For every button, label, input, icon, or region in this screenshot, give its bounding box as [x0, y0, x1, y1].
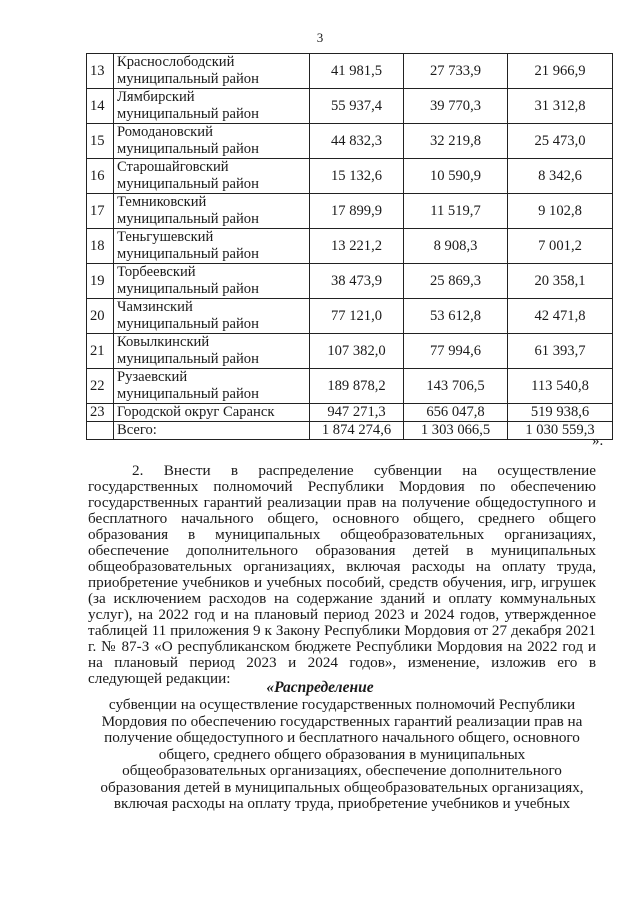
value-col-3: 21 966,9 — [508, 54, 613, 89]
value-col-1: 17 899,9 — [310, 194, 404, 229]
value-col-2: 77 994,6 — [404, 334, 508, 369]
district-name — [114, 124, 310, 159]
value-col-2: 27 733,9 — [404, 54, 508, 89]
district-name-line: муниципальный район — [117, 316, 259, 332]
district-name — [114, 54, 310, 89]
district-name — [114, 194, 310, 229]
value-col-3: 519 938,6 — [508, 404, 613, 422]
amendment-paragraph: 2. Внести в распределение субвенции на осуществление государственных полномочий Республики Мордовия по обеспечению государственных гарантий реализации прав на получение общедоступного и бесплатного начального общего, основного общего, среднего общего образования в муниципальных общеобразовательных организациях, обеспечение дополнительного образования детей в муниципальных общеобразовательных организациях, включая расходы на оплату труда, приобретение учебников и учебных пособий, средств обучения, игр, игрушек (за исключением расходов на содержание зданий и оплату коммунальных услуг), на 2022 год и на плановый период 2023 и 2024 годов, утвержденное таблицей 11 приложения 9 к Закону Республики Мордовия от 27 декабря 2021 г. № 87-З «О республиканском бюджете Республики Мордовия на 2022 год и на плановый период 2023 и 2024 годов», изменение, изложив его в следующей редакции: — [88, 462, 596, 687]
value-col-1: 77 121,0 — [310, 299, 404, 334]
district-name-line: Теньгушевский — [117, 229, 214, 245]
value-col-1: 107 382,0 — [310, 334, 404, 369]
district-name-line: Ковылкинский — [117, 334, 210, 350]
value-col-3: 42 471,8 — [508, 299, 613, 334]
value-col-3: 31 312,8 — [508, 89, 613, 124]
value-col-2: 8 908,3 — [404, 229, 508, 264]
row-number: 13 — [87, 54, 114, 89]
value-col-3: 113 540,8 — [508, 369, 613, 404]
row-number: 20 — [87, 299, 114, 334]
district-name-line: Торбеевский — [117, 264, 196, 280]
table-row — [87, 124, 613, 159]
district-name-line: Рузаевский — [117, 369, 188, 385]
district-name-line: Городской округ Саранск — [117, 404, 275, 420]
table-row — [87, 264, 613, 299]
district-name-line: Краснослободский — [117, 54, 235, 70]
district-name — [114, 159, 310, 194]
value-col-1: 15 132,6 — [310, 159, 404, 194]
district-name-line: муниципальный район — [117, 386, 259, 402]
total-label: Всего: — [114, 422, 310, 440]
table-row — [87, 54, 613, 89]
row-number: 21 — [87, 334, 114, 369]
district-name-line: муниципальный район — [117, 211, 259, 227]
row-number: 23 — [87, 404, 114, 422]
value-col-1: 189 878,2 — [310, 369, 404, 404]
district-name-line: Чамзинский — [117, 299, 193, 315]
table-row — [87, 194, 613, 229]
subvention-table — [86, 53, 613, 440]
distribution-heading: «Распределение — [266, 679, 374, 696]
value-col-2: 25 869,3 — [404, 264, 508, 299]
value-col-3: 9 102,8 — [508, 194, 613, 229]
table-row — [87, 369, 613, 404]
district-name-line: муниципальный район — [117, 176, 259, 192]
value-col-1: 947 271,3 — [310, 404, 404, 422]
closing-quote: ». — [592, 433, 604, 449]
district-name — [114, 299, 310, 334]
district-name-line: муниципальный район — [117, 106, 259, 122]
value-col-1: 38 473,9 — [310, 264, 404, 299]
table-row — [87, 229, 613, 264]
table-body — [87, 54, 613, 440]
row-number: 16 — [87, 159, 114, 194]
district-name-line: Ромодановский — [117, 124, 213, 140]
district-name — [114, 89, 310, 124]
value-col-3: 20 358,1 — [508, 264, 613, 299]
district-name-line: муниципальный район — [117, 281, 259, 297]
district-name — [114, 369, 310, 404]
page-number: 3 — [316, 30, 324, 45]
value-col-2: 32 219,8 — [404, 124, 508, 159]
district-name-line: муниципальный район — [117, 351, 259, 367]
table-row — [87, 404, 613, 422]
value-col-1: 44 832,3 — [310, 124, 404, 159]
value-col-3: 25 473,0 — [508, 124, 613, 159]
table-row — [87, 299, 613, 334]
value-col-2: 53 612,8 — [404, 299, 508, 334]
value-col-3: 8 342,6 — [508, 159, 613, 194]
total-col-2: 1 303 066,5 — [404, 422, 508, 440]
district-name-line: Лямбирский — [117, 89, 195, 105]
value-col-2: 11 519,7 — [404, 194, 508, 229]
value-col-2: 143 706,5 — [404, 369, 508, 404]
row-number: 18 — [87, 229, 114, 264]
distribution-title: субвенции на осуществление государственных полномочий Республики Мордовия по обеспечению государственных гарантий реализации прав на получение общедоступного и бесплатного начального общего, основного общего, среднего общего образования в муниципальных общеобразовательных организациях, обеспечение дополнительного образования детей в муниципальных общеобразовательных организациях, включая расходы на оплату труда, приобретение учебников и учебных — [100, 696, 584, 812]
table-row — [87, 334, 613, 369]
total-row — [87, 422, 613, 440]
value-col-2: 39 770,3 — [404, 89, 508, 124]
district-name — [114, 334, 310, 369]
row-number: 22 — [87, 369, 114, 404]
district-name-line: Темниковский — [117, 194, 207, 210]
district-name-line: муниципальный район — [117, 71, 259, 87]
value-col-1: 41 981,5 — [310, 54, 404, 89]
value-col-2: 10 590,9 — [404, 159, 508, 194]
total-col-3: 1 030 559,3 — [508, 422, 613, 440]
value-col-1: 55 937,4 — [310, 89, 404, 124]
district-name — [114, 404, 310, 422]
district-name-line: муниципальный район — [117, 246, 259, 262]
total-col-1: 1 874 274,6 — [310, 422, 404, 440]
row-number: 14 — [87, 89, 114, 124]
value-col-2: 656 047,8 — [404, 404, 508, 422]
district-name — [114, 264, 310, 299]
value-col-3: 61 393,7 — [508, 334, 613, 369]
value-col-1: 13 221,2 — [310, 229, 404, 264]
district-name — [114, 229, 310, 264]
row-number: 19 — [87, 264, 114, 299]
district-name-line: муниципальный район — [117, 141, 259, 157]
value-col-3: 7 001,2 — [508, 229, 613, 264]
row-number: 17 — [87, 194, 114, 229]
table-row — [87, 159, 613, 194]
table-row — [87, 89, 613, 124]
total-number-cell — [87, 422, 114, 440]
row-number: 15 — [87, 124, 114, 159]
district-name-line: Старошайговский — [117, 159, 229, 175]
